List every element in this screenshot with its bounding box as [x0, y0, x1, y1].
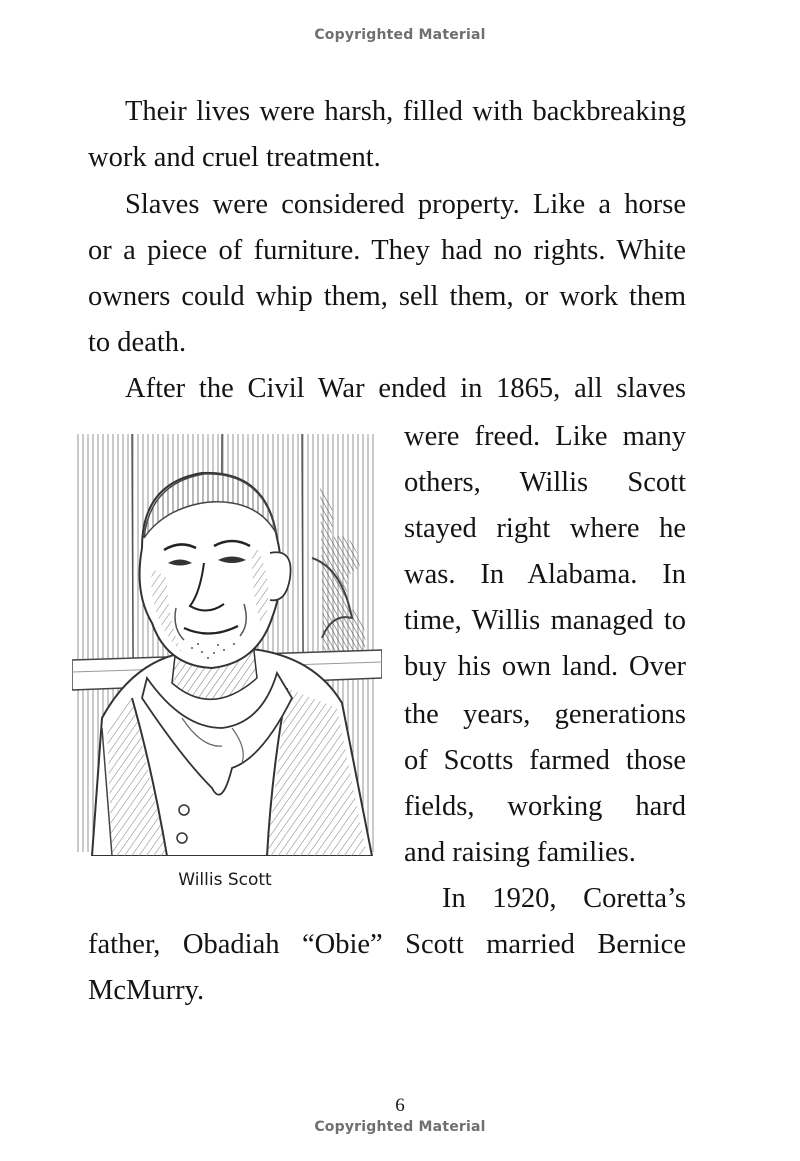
text-line: and raising families.: [404, 837, 636, 868]
text-line: fields, working hard: [404, 791, 686, 822]
text-line: stayed right where he: [404, 513, 686, 544]
copyright-header: Copyrighted Material: [314, 27, 486, 43]
copyright-footer: Copyrighted Material: [314, 1119, 486, 1135]
text-line: were freed. Like many: [404, 421, 686, 452]
text-line: In 1920, Coretta’s: [442, 883, 686, 914]
text-line: buy his own land. Over: [404, 651, 686, 682]
page-number: 6: [395, 1095, 405, 1116]
text-line: McMurry.: [88, 975, 205, 1006]
text-line: Their lives were harsh, filled with backbreaking: [125, 96, 686, 127]
text-line: Slaves were considered property. Like a horse: [125, 189, 686, 220]
text-line: or a piece of furniture. They had no rights. White: [88, 235, 686, 266]
text-line: work and cruel treatment.: [88, 142, 381, 173]
text-line: After the Civil War ended in 1865, all slaves: [125, 373, 686, 404]
text-line: of Scotts farmed those: [404, 745, 686, 776]
text-line: to death.: [88, 327, 187, 358]
text-line: father, Obadiah “Obie” Scott married Bernice: [88, 929, 686, 960]
text-line: owners could whip them, sell them, or work them: [88, 281, 686, 312]
text-line: was. In Alabama. In: [404, 559, 686, 590]
text-line: the years, generations: [404, 699, 686, 730]
text-line: others, Willis Scott: [404, 467, 686, 498]
willis-scott-illustration: [72, 428, 382, 856]
figure-caption: Willis Scott: [178, 870, 272, 890]
text-line: time, Willis managed to: [404, 605, 686, 636]
